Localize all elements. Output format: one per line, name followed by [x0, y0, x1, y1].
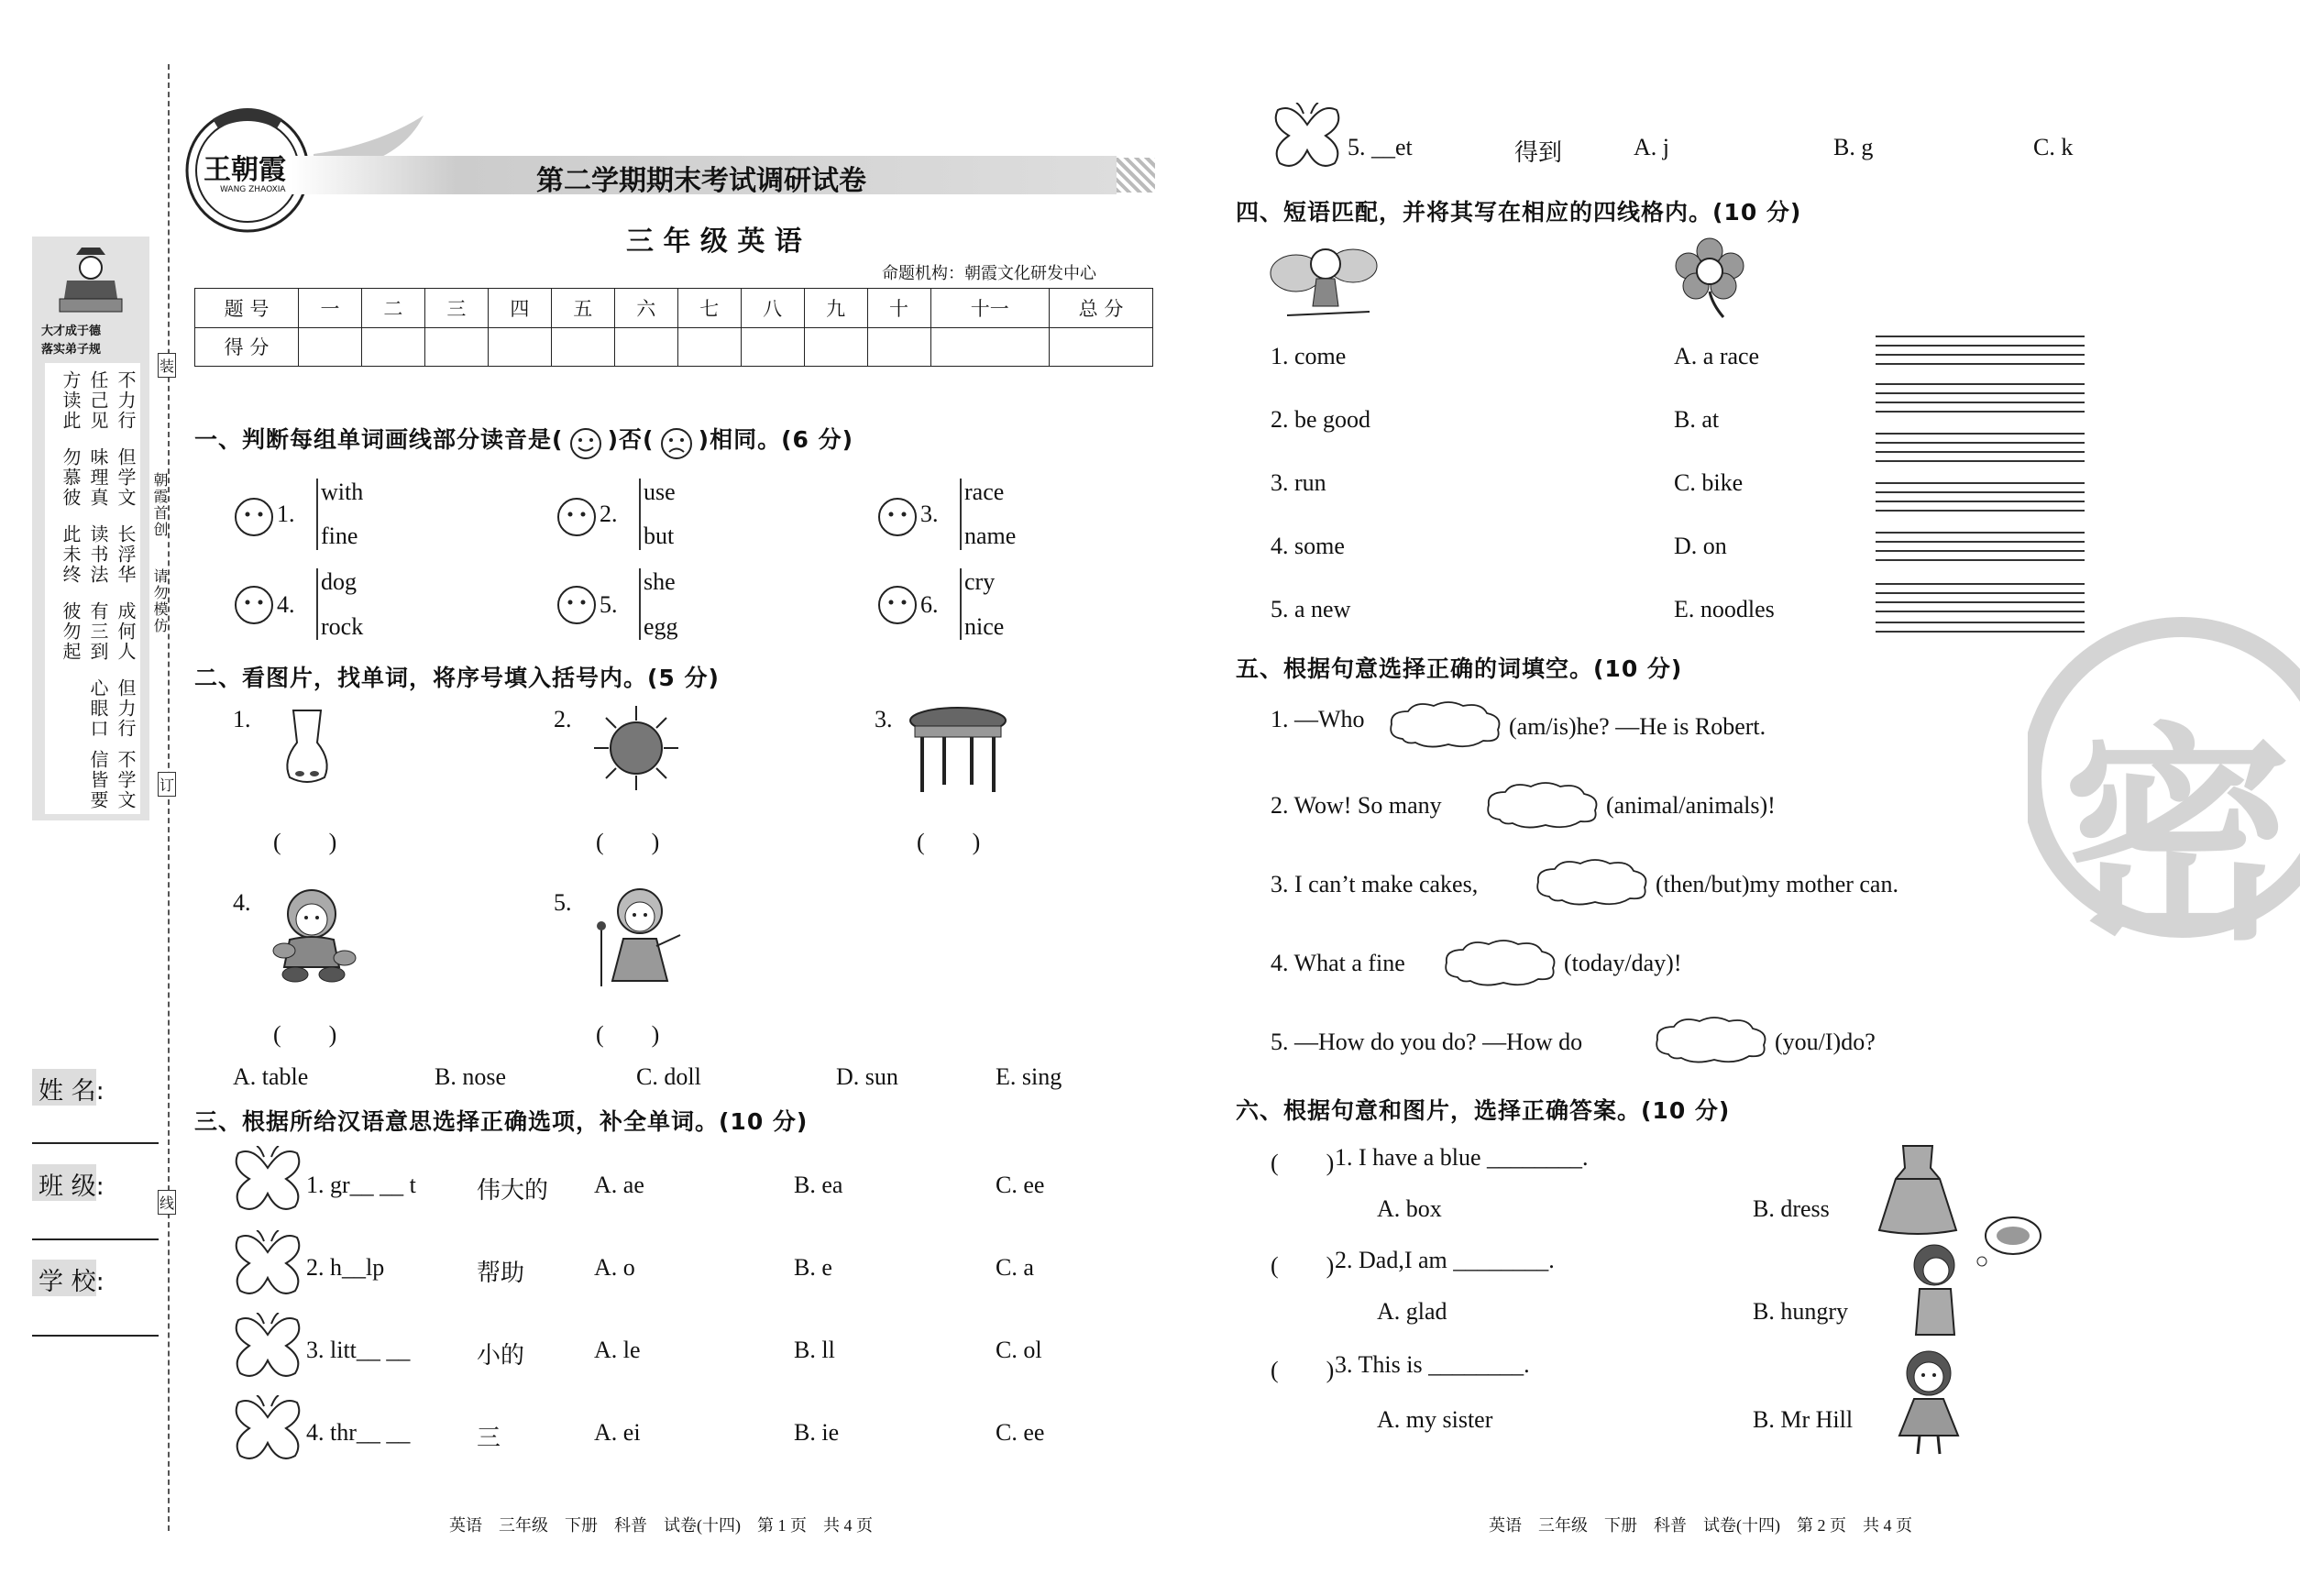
- item-num: 1.: [277, 501, 295, 527]
- motto-col: 读书法: [87, 524, 109, 585]
- item-num: 2.: [600, 501, 618, 527]
- item-num: 4.: [277, 591, 295, 618]
- score-cell[interactable]: [930, 327, 1049, 367]
- table-header: 十一: [930, 289, 1049, 328]
- word-2: name: [964, 523, 1017, 549]
- sentence-post: (animal/animals)!: [1606, 792, 1776, 819]
- choice-b: B. ie: [794, 1419, 840, 1446]
- word-bracket: [960, 568, 962, 640]
- motto-col: 勿慕彼: [60, 447, 82, 508]
- school-field[interactable]: [32, 1335, 159, 1337]
- word-blank: 4. thr__ __: [306, 1419, 411, 1446]
- class-label: 班 级:: [39, 1172, 105, 1201]
- sentence-pre: 3. I can’t make cakes,: [1271, 871, 1479, 897]
- choice-b: B. ll: [794, 1337, 835, 1363]
- motto-col: 但力行: [115, 678, 137, 739]
- motto-col: 任己见: [87, 370, 109, 431]
- motto-col: 成何人: [115, 601, 137, 662]
- choice-c: C. k: [2033, 134, 2074, 160]
- answer-face-icon[interactable]: [233, 496, 275, 538]
- choice-a: A. ei: [594, 1419, 641, 1446]
- cut-label-2: 订: [158, 772, 176, 797]
- cloud-answer-box[interactable]: [1481, 779, 1602, 831]
- choice-b: B. g: [1833, 134, 1874, 160]
- butterfly-answer-icon[interactable]: [231, 1230, 304, 1300]
- choice-c: C. ee: [996, 1419, 1045, 1446]
- motto-top-2: 落实弟子规: [41, 343, 102, 357]
- table-header: 十: [867, 289, 930, 328]
- word-bracket: [639, 568, 641, 640]
- table-header: 题 号: [195, 289, 299, 328]
- name-field[interactable]: [32, 1142, 159, 1144]
- question: 3. This is ________.: [1335, 1351, 1530, 1378]
- subject-title: 三 年 级 英 语: [626, 226, 802, 258]
- section5-title: 五、根据句意选择正确的词填空。(10 分): [1236, 655, 1683, 682]
- choice-a: A. my sister: [1377, 1406, 1493, 1433]
- title-bar-pattern: [1117, 158, 1155, 193]
- motto-col: 但学文: [115, 447, 137, 508]
- question: 1. I have a blue ________.: [1335, 1144, 1589, 1171]
- answer-paren[interactable]: ( ): [273, 829, 337, 855]
- score-cell[interactable]: [1050, 327, 1153, 367]
- sun-picture-icon: [592, 704, 680, 792]
- word-bracket: [960, 479, 962, 550]
- section2-title: 二、看图片，找单词，将序号填入括号内。(5 分): [194, 665, 720, 691]
- word-meaning: 得到: [1514, 139, 1563, 166]
- cloud-answer-box[interactable]: [1439, 937, 1560, 988]
- sentence-pre: 5. —How do you do? —How do: [1271, 1029, 1583, 1055]
- author-line: 命题机构：朝霞文化研发中心: [882, 264, 1096, 283]
- table-header: 九: [804, 289, 867, 328]
- score-table: [194, 288, 1153, 367]
- butterfly-answer-icon[interactable]: [231, 1146, 304, 1216]
- doll-picture-icon: [268, 885, 359, 985]
- sentence-post: (you/I)do?: [1775, 1029, 1876, 1055]
- hungry-girl-picture-icon: [1898, 1216, 2044, 1344]
- word-1: she: [644, 568, 676, 595]
- option: D. sun: [836, 1063, 898, 1090]
- scholar-illustration: [58, 244, 124, 317]
- sentence-pre: 2. Wow! So many: [1271, 792, 1442, 819]
- word-blank: 1. gr__ __ t: [306, 1172, 416, 1198]
- choice-b: B. hungry: [1753, 1298, 1848, 1325]
- word-1: dog: [321, 568, 357, 595]
- question: 2. Dad,I am ________.: [1335, 1247, 1555, 1273]
- pic-num: 1.: [233, 706, 251, 732]
- butterfly-answer-icon[interactable]: [231, 1313, 304, 1382]
- section-title-part: )相同。(6 分): [698, 426, 854, 453]
- choice-b: B. e: [794, 1254, 832, 1281]
- cloud-answer-box[interactable]: [1384, 699, 1505, 750]
- section3-title: 三、根据所给汉语意思选择正确选项，补全单词。(10 分): [194, 1108, 809, 1135]
- section6-title: 六、根据句意和图片，选择正确答案。(10 分): [1236, 1097, 1731, 1124]
- answer-face-icon[interactable]: [876, 584, 919, 626]
- table-header: 总 分: [1050, 289, 1153, 328]
- table-header: 六: [614, 289, 677, 328]
- cloud-answer-box[interactable]: [1650, 1014, 1771, 1065]
- score-row: [195, 327, 1153, 367]
- word-2: egg: [644, 613, 678, 640]
- school-label: 学 校:: [39, 1268, 105, 1296]
- singing-girl-picture-icon: [583, 882, 686, 988]
- word-bracket: [316, 479, 318, 550]
- word-bracket: [316, 568, 318, 640]
- word-2: but: [644, 523, 675, 549]
- girl-picture-icon: [1892, 1348, 1967, 1459]
- sentence-post: (then/but)my mother can.: [1656, 871, 1898, 897]
- word-meaning: 小的: [477, 1342, 525, 1369]
- answer-paren[interactable]: ( ): [1271, 1252, 1335, 1279]
- choice-c: C. ee: [996, 1172, 1045, 1198]
- table-cell: 得 分: [195, 327, 299, 367]
- word-blank: 3. litt__ __: [306, 1337, 411, 1363]
- word-1: use: [644, 479, 676, 505]
- phrase-left: 1. come: [1271, 343, 1347, 369]
- motto-panel: [32, 237, 149, 820]
- motto-col: 有三到: [87, 601, 109, 662]
- phrase-right: A. a race: [1674, 343, 1760, 369]
- word-1: race: [964, 479, 1005, 505]
- sentence-pre: 1. —Who: [1271, 706, 1365, 732]
- word-1: cry: [964, 568, 996, 595]
- word-meaning: 三: [477, 1425, 501, 1451]
- motto-top-1: 大才成于德: [41, 325, 102, 338]
- option: C. doll: [636, 1063, 701, 1090]
- phrase-right: C. bike: [1674, 469, 1744, 496]
- score-cell[interactable]: [361, 327, 424, 367]
- choice-b: B. dress: [1753, 1195, 1830, 1222]
- answer-face-icon[interactable]: [556, 496, 598, 538]
- word-bracket: [639, 479, 641, 550]
- option: A. table: [233, 1063, 309, 1090]
- sentence-post: (today/day)!: [1564, 950, 1682, 976]
- choice-b: B. Mr Hill: [1753, 1406, 1854, 1433]
- item-num: 6.: [920, 591, 939, 618]
- option: E. sing: [996, 1063, 1062, 1090]
- score-cell[interactable]: [488, 327, 551, 367]
- footer-left: 英语 三年级 下册 科普 试卷(十四) 第 1 页 共 4 页: [449, 1516, 873, 1535]
- vertical-note-2: 请勿模仿: [151, 568, 169, 634]
- class-field[interactable]: [32, 1238, 159, 1240]
- answer-paren[interactable]: ( ): [1271, 1150, 1335, 1176]
- phrase-left: 4. some: [1271, 533, 1345, 559]
- word-2: nice: [964, 613, 1005, 640]
- phrase-right: D. on: [1674, 533, 1727, 559]
- table-header: 四: [488, 289, 551, 328]
- nose-picture-icon: [275, 706, 339, 788]
- score-cell[interactable]: [867, 327, 930, 367]
- table-header: 五: [551, 289, 614, 328]
- score-cell[interactable]: [551, 327, 614, 367]
- phrase-left: 5. a new: [1271, 596, 1351, 622]
- choice-a: A. j: [1634, 134, 1669, 160]
- answer-paren[interactable]: ( ): [1271, 1357, 1335, 1383]
- motto-col: 长浮华: [115, 524, 137, 585]
- word-meaning: 伟大的: [477, 1177, 549, 1204]
- option: B. nose: [435, 1063, 506, 1090]
- watermark-char: 密: [2063, 704, 2292, 971]
- answer-paren[interactable]: ( ): [596, 1021, 660, 1048]
- choice-a: A. ae: [594, 1172, 644, 1198]
- smile-face-icon: [568, 427, 603, 460]
- table-header: 一: [299, 289, 362, 328]
- cut-label-3: 线: [158, 1190, 176, 1215]
- phrase-right: B. at: [1674, 406, 1720, 433]
- sentence-post: (am/is)he? —He is Robert.: [1509, 713, 1766, 740]
- sentence-pre: 4. What a fine: [1271, 950, 1405, 976]
- choice-c: C. a: [996, 1254, 1034, 1281]
- score-cell[interactable]: [614, 327, 677, 367]
- motto-col: 方读此: [60, 370, 82, 431]
- choice-a: A. le: [594, 1337, 641, 1363]
- exam-title: 第二学期期末考试调研试卷: [536, 165, 866, 197]
- name-label: 姓 名:: [39, 1077, 105, 1106]
- word-blank: 5. __et: [1348, 134, 1413, 160]
- choice-a: A. box: [1377, 1195, 1442, 1222]
- item-num: 3.: [920, 501, 939, 527]
- table-header: 八: [741, 289, 804, 328]
- choice-a: A. glad: [1377, 1298, 1447, 1325]
- score-cell[interactable]: [677, 327, 741, 367]
- pic-num: 4.: [233, 889, 251, 916]
- answer-paren[interactable]: ( ): [273, 1021, 337, 1048]
- table-picture-icon: [908, 704, 1008, 796]
- motto-col: 信皆要: [87, 750, 109, 810]
- motto-columns: [45, 363, 140, 814]
- table-header: 三: [424, 289, 488, 328]
- sad-face-icon: [659, 427, 694, 460]
- motto-col: 此未终: [60, 524, 82, 585]
- score-header-row: [195, 289, 1153, 328]
- answer-paren[interactable]: ( ): [917, 829, 981, 855]
- pic-num: 5.: [554, 889, 572, 916]
- word-blank: 2. h__lp: [306, 1254, 385, 1281]
- cloud-answer-box[interactable]: [1531, 856, 1652, 908]
- section1-title: [194, 422, 853, 455]
- motto-col: 味理真: [87, 447, 109, 508]
- pic-num: 3.: [875, 706, 893, 732]
- section-title-part: )否(: [607, 426, 655, 453]
- word-2: rock: [321, 613, 364, 640]
- cut-label-1: 装: [158, 353, 176, 378]
- butterfly-answer-icon[interactable]: [231, 1395, 304, 1465]
- table-header: 七: [677, 289, 741, 328]
- flower-picture-icon: [1668, 237, 1751, 319]
- table-header: 二: [361, 289, 424, 328]
- binding-dashed-line: [168, 64, 170, 1531]
- score-cell[interactable]: [804, 327, 867, 367]
- word-meaning: 帮助: [477, 1260, 525, 1286]
- motto-col: 彼勿起: [60, 601, 82, 662]
- answer-face-icon[interactable]: [556, 584, 598, 626]
- answer-paren[interactable]: ( ): [596, 829, 660, 855]
- brand-sub: WANG ZHAOXIA: [220, 185, 286, 194]
- fairy-picture-icon: [1269, 237, 1379, 319]
- answer-face-icon[interactable]: [233, 584, 275, 626]
- word-2: fine: [321, 523, 358, 549]
- word-1: with: [321, 479, 364, 505]
- score-cell[interactable]: [424, 327, 488, 367]
- phrase-left: 3. run: [1271, 469, 1326, 496]
- score-cell[interactable]: [741, 327, 804, 367]
- vertical-note-1: 朝霞首创: [151, 472, 169, 538]
- pic-num: 2.: [554, 706, 572, 732]
- motto-col: 不力行: [115, 370, 137, 431]
- section-title-part: 一、判断每组单词画线部分读音是(: [194, 426, 564, 453]
- motto-col: 心眼口: [87, 678, 109, 739]
- answer-face-icon[interactable]: [876, 496, 919, 538]
- butterfly-answer-icon[interactable]: [1271, 103, 1344, 172]
- motto-col: 不学文: [115, 750, 137, 810]
- item-num: 5.: [600, 591, 618, 618]
- brand-name: 王朝霞: [204, 154, 286, 186]
- phrase-left: 2. be good: [1271, 406, 1371, 433]
- phrase-right: E. noodles: [1674, 596, 1775, 622]
- section4-title: 四、短语匹配，并将其写在相应的四线格内。(10 分): [1236, 199, 1802, 226]
- choice-a: A. o: [594, 1254, 635, 1281]
- choice-b: B. ea: [794, 1172, 843, 1198]
- choice-c: C. ol: [996, 1337, 1042, 1363]
- score-cell[interactable]: [299, 327, 362, 367]
- footer-right: 英语 三年级 下册 科普 试卷(十四) 第 2 页 共 4 页: [1489, 1516, 1912, 1535]
